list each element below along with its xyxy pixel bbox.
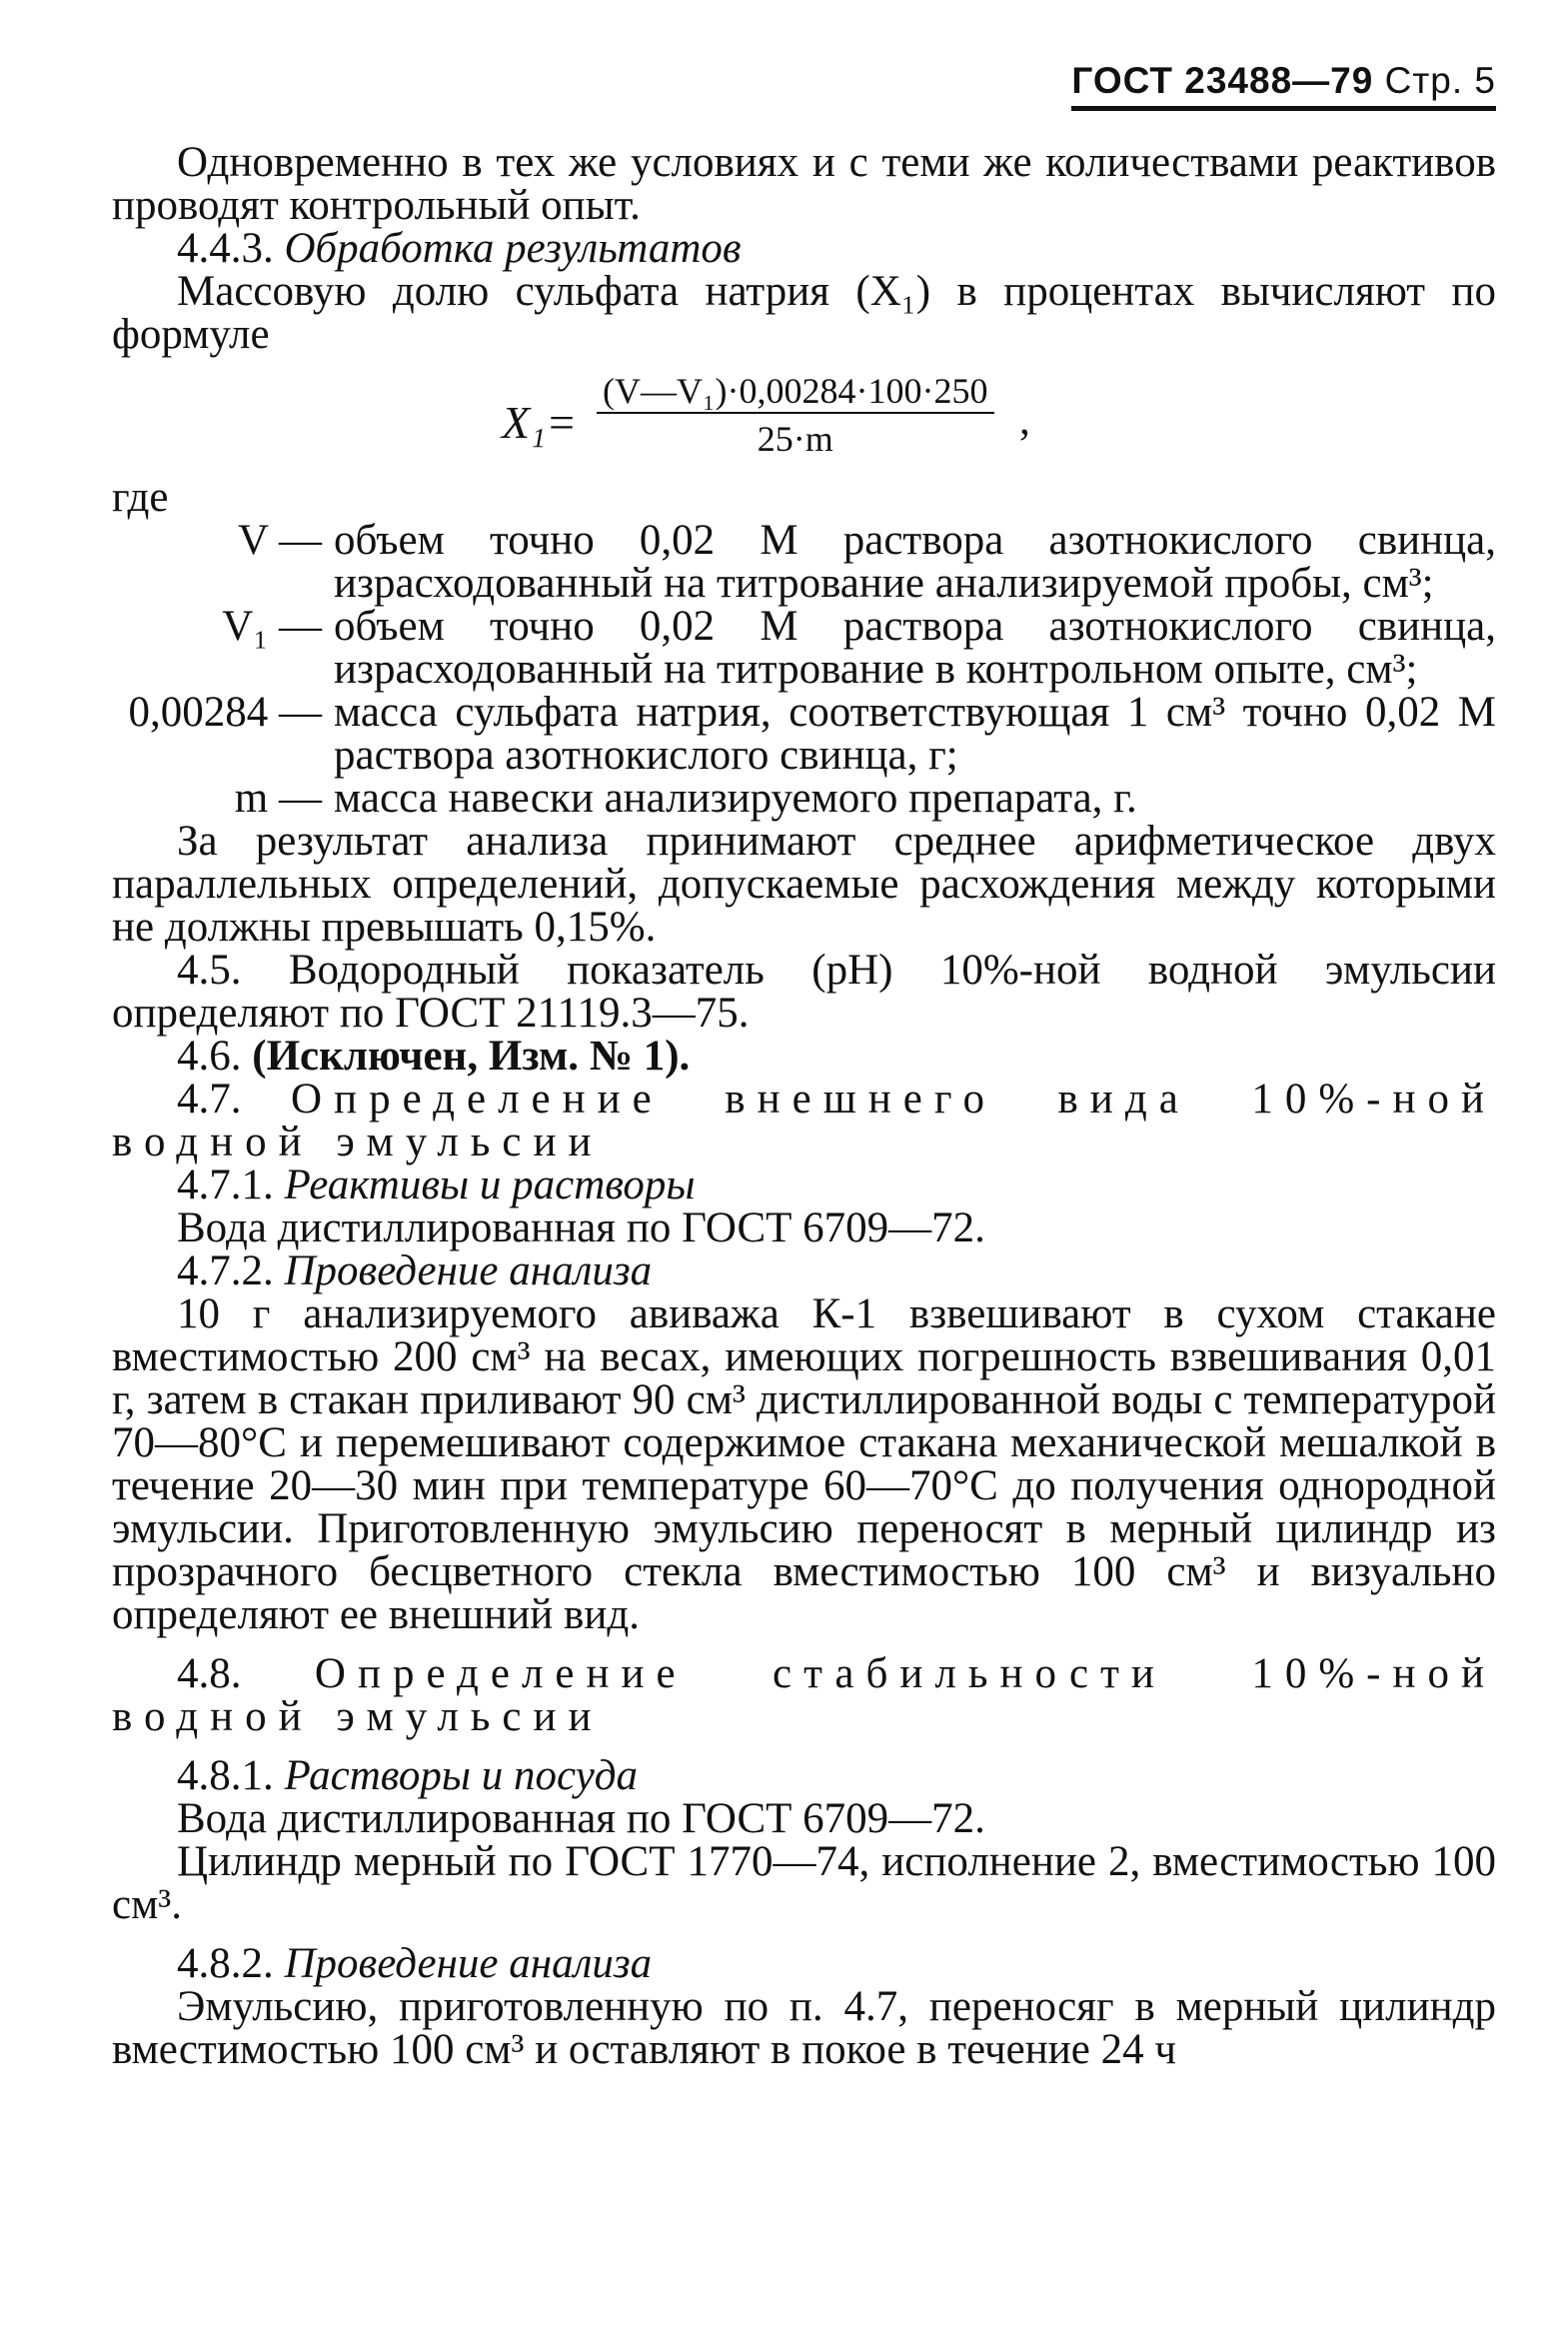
- section-title: Определение внешнего вида 10%-ной водной эмульсии: [112, 1076, 1496, 1166]
- formula-numerator: (V—V₁)·0,00284·100·250: [597, 370, 994, 414]
- section-number: 4.8.1.: [177, 1752, 274, 1799]
- formula-comma: ,: [1019, 397, 1030, 444]
- definition-symbol: m —: [234, 775, 322, 822]
- definition-text: объем точно 0,02 М раствора азотнокислого свинца, израсходованный на титрование в контрольном опыте, см³;: [334, 603, 1496, 693]
- formula: [112, 356, 1496, 476]
- definition-item: [112, 691, 1496, 777]
- section-4-8-1-heading: [112, 1754, 1496, 1797]
- result-paragraph: За результат анализа принимают среднее арифметическое двух параллельных определений, допускаемые расхождения между которыми не должны превышать 0,15%.: [112, 818, 1496, 951]
- section-4-6: [112, 1035, 1496, 1078]
- section-4-4-3-text: Массовую долю сульфата натрия (X₁) в процентах вычисляют по формуле: [112, 268, 1496, 358]
- definition-item: [112, 605, 1496, 691]
- page-header: [112, 60, 1496, 102]
- definition-text: масса навески анализируемого препарата, г.: [334, 775, 1137, 822]
- formula-lhs: X₁=: [502, 397, 578, 448]
- definition-symbol: 0,00284 —: [128, 689, 322, 736]
- section-number: 4.7.: [177, 1076, 242, 1123]
- section-number: 4.8.: [177, 1650, 242, 1697]
- section-title: Обработка результатов: [284, 225, 742, 272]
- section-4-8-heading: [112, 1652, 1496, 1738]
- section-4-7-heading: [112, 1078, 1496, 1164]
- section-title: Растворы и посуда: [284, 1752, 638, 1799]
- section-title: Реактивы и растворы: [284, 1162, 696, 1208]
- section-4-5: 4.5. Водородный показатель (рН) 10%-ной водной эмульсии определяют по ГОСТ 21119.3—75.: [112, 947, 1496, 1037]
- section-4-7-1-text: Вода дистиллированная по ГОСТ 6709—72.: [177, 1204, 985, 1251]
- page-number: Стр. 5: [1384, 60, 1496, 101]
- section-note: (Исключен, Изм. № 1).: [252, 1033, 691, 1080]
- section-4-7-2-text: 10 г анализируемого авиважа К-1 взвешивают в сухом стакане вместимостью 200 см³ на весах, имеющих погрешность взвешивания 0,01 г, затем в стакан приливают 90 см³ дистиллированной воды с температурой 70—80°С и перемешивают содержимое стакана механической мешалкой в течение 20—30 мин при температуре 60—70°С до получения однородной эмульсии. Приготовленную эмульсию переносят в мерный цилиндр из прозрачного бесцветного стекла вместимостью 100 см³ и визуально определяют ее внешний вид.: [112, 1290, 1496, 1638]
- where-label: где: [112, 474, 169, 521]
- section-number: 4.7.2.: [177, 1247, 274, 1294]
- definition-symbol: V —: [237, 517, 322, 564]
- formula-fraction: [597, 370, 994, 460]
- section-title: Проведение анализа: [284, 1940, 653, 1987]
- section-number: 4.7.1.: [177, 1162, 274, 1208]
- definition-text: объем точно 0,02 М раствора азотнокислого свинца, израсходованный на титрование анализируемой пробы, см³;: [334, 517, 1496, 607]
- definitions-list: [112, 519, 1496, 820]
- formula-denominator: 25·m: [757, 419, 833, 459]
- section-title: Проведение анализа: [284, 1247, 653, 1294]
- section-4-8-2-text: Эмульсию, приготовленную по п. 4.7, переносяг в мерный цилиндр вместимостью 100 см³ и оставляют в покое в течение 24 ч: [112, 1983, 1496, 2073]
- definition-item: [112, 519, 1496, 605]
- definition-item: [112, 777, 1496, 820]
- section-title: Определение стабильности 10%-ной водной эмульсии: [112, 1650, 1496, 1740]
- section-4-4-3-heading: [112, 227, 1496, 270]
- standard-code: ГОСТ 23488—79: [1071, 60, 1374, 101]
- section-4-8-1-text-cylinder: Цилиндр мерный по ГОСТ 1770—74, исполнение 2, вместимостью 100 см³.: [112, 1838, 1496, 1928]
- section-4-8-1-text-water: Вода дистиллированная по ГОСТ 6709—72.: [177, 1795, 985, 1842]
- section-number: 4.6.: [177, 1033, 242, 1080]
- definition-symbol: V₁ —: [222, 603, 322, 650]
- section-number: 4.4.3.: [177, 225, 274, 272]
- section-number: 4.8.2.: [177, 1940, 274, 1987]
- definition-text: масса сульфата натрия, соответствующая 1 см³ точно 0,02 М раствора азотнокислого свинца, г;: [334, 689, 1496, 779]
- section-4-7-1-heading: [112, 1164, 1496, 1206]
- section-4-8-2-heading: [112, 1942, 1496, 1985]
- section-4-7-2-heading: [112, 1249, 1496, 1292]
- intro-paragraph: Одновременно в тех же условиях и с теми же количествами реактивов проводят контрольный опыт.: [112, 139, 1496, 229]
- document-page: [112, 60, 1496, 2071]
